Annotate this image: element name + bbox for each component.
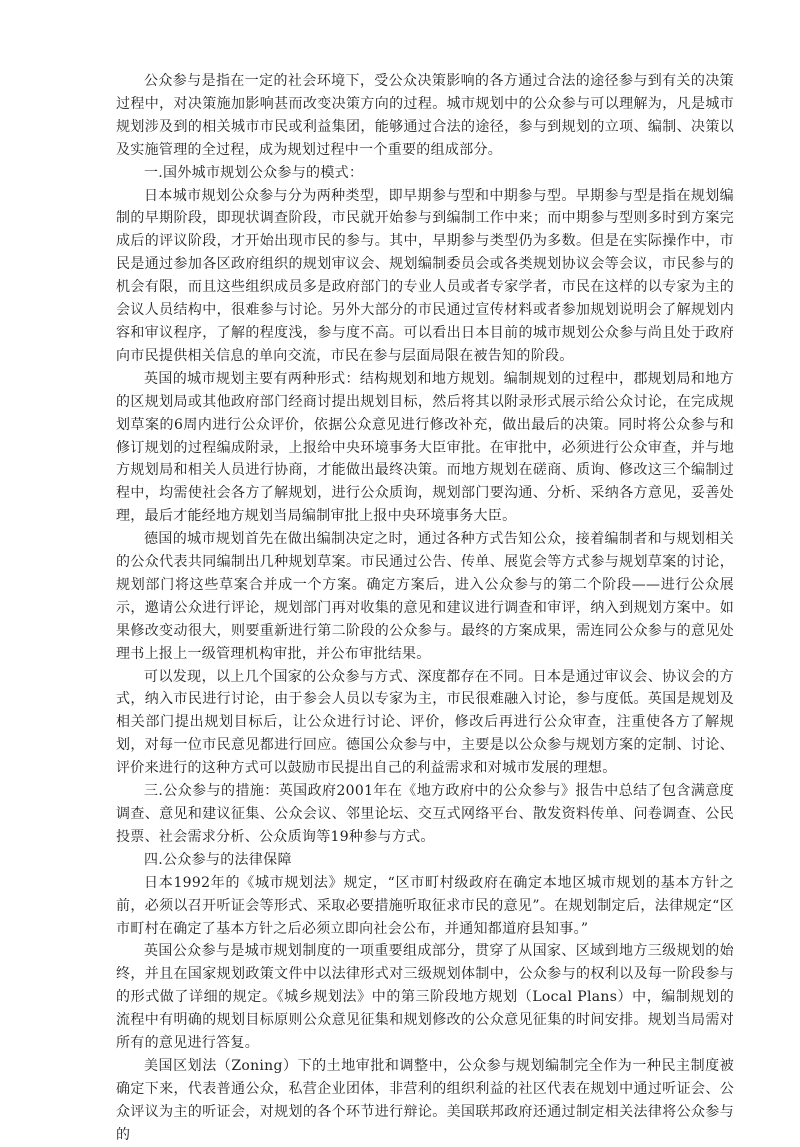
section-heading-1: 一.国外城市规划公众参与的模式：: [144, 164, 364, 181]
paragraph-japan-law: 日本1992年的《城市规划法》规定，“区市町村级政府在确定本地区城市规划的基本方针之前，必须以召开听证会等形式、采取必要措施听取征求市民的意见”。在规划制定后，法律规定“区市町村在确定了基本方针之后必须立即向社会公布，并通知都道府县知事。”: [116, 874, 734, 937]
paragraph-uk-law: 英国公众参与是城市规划制度的一项重要组成部分，贯穿了从国家、区域到地方三级规划的始终，并且在国家规划政策文件中以法律形式对三级规划体制中，公众参与的权利以及每一阶段参与的形式做了详细的规定。《城乡规划法》中的第三阶段地方规划（Local Plans）中，编制规划的流程中有明确的规划目标原则公众意见征集和规划修改的公众意见征集的时间安排。规划当局需对所有的意见进行答复。: [116, 943, 734, 1052]
document-body: [116, 70, 734, 1147]
paragraph-measures: 三.公众参与的措施：英国政府2001年在《地方政府中的公众参与》报告中总结了包含满意度调查、意见和建议征集、公众会议、邻里论坛、交互式网络平台、散发资料传单、问卷调查、公民投票、社会需求分析、公众质询等19种参与方式。: [116, 783, 734, 845]
paragraph-japan: 日本城市规划公众参与分为两种类型，即早期参与型和中期参与型。早期参与型是指在规划编制的早期阶段，即现状调查阶段，市民就开始参与到编制工作中来；而中期参与型则多时到方案完成后的评议阶段，才开始出现市民的参与。其中，早期参与类型仍为多数。但是在实际操作中，市民是通过参加各区政府组织的规划审议会、规划编制委员会或各类规划协议会等会议，市民参与的机会有限，而且这些组织成员多是政府部门的专业人员或者专家学者，市民在这样的以专家为主的会议人员结构中，很难参与讨论。另外大部分的市民通过宣传材料或者参加规划说明会了解规划内容和审议程序，了解的程度浅，参与度不高。可以看出日本目前的城市规划公众参与尚且处于政府向市民提供相关信息的单向交流，市民在参与层面局限在被告知的阶段。: [116, 187, 734, 364]
paragraph-comparison: 可以发现，以上几个国家的公众参与方式、深度都存在不同。日本是通过审议会、协议会的方式，纳入市民进行讨论，由于参会人员以专家为主，市民很难融入讨论，参与度低。英国是规划及相关部门提出规划目标后，让公众进行讨论、评价，修改后再进行公众审查，注重使各方了解规划，对每一位市民意见都进行回应。德国公众参与中，主要是以公众参与规划方案的定制、讨论、评价来进行的这种方式可以鼓励市民提出自己的利益需求和对城市发展的理想。: [116, 668, 734, 777]
paragraph-us-law: 美国区划法（Zoning）下的土地审批和调整中，公众参与规划编制完全作为一种民主制度被确定下来，代表普通公众，私营企业团体，非营利的组织利益的社区代表在规划中通过听证会、公众评议为主的听证会，对规划的各个环节进行辩论。美国联邦政府还通过制定相关法律将公众参与的: [116, 1057, 734, 1143]
paragraph-uk: 英国的城市规划主要有两种形式：结构规划和地方规划。编制规划的过程中，郡规划局和地方的区规划局或其他政府部门经商讨提出规划目标，然后将其以附录形式展示给公众讨论，在完成规划草案的6周内进行公众评价，依据公众意见进行修改补充，做出最后的决策。同时将公众参与和修订规划的过程编成附录，上报给中央环境事务大臣审批。在审批中，必须进行公众审查，并与地方规划局和相关人员进行协商，才能做出最终决策。而地方规划在磋商、质询、修改这三个编制过程中，均需使社会各方了解规划，进行公众质询，规划部门要沟通、分析、采纳各方意见，妥善处理，最后才能经地方规划当局编制审批上报中央环境事务大臣。: [116, 370, 734, 525]
paragraph-germany: 德国的城市规划首先在做出编制决定之时，通过各种方式告知公众，接着编制者和与规划相关的公众代表共同编制出几种规划草案。市民通过公告、传单、展览会等方式参与规划草案的讨论，规划部门将这些草案合并成一个方案。确定方案后，进入公众参与的第二个阶段——进行公众展示，邀请公众进行评论，规划部门再对收集的意见和建议进行调查和审评，纳入到规划方案中。如果修改变动很大，则要重新进行第二阶段的公众参与。最终的方案成果，需连同公众参与的意见处理书上报上一级管理机构审批，并公布审批结果。: [116, 531, 734, 662]
section-heading-4: 四.公众参与的法律保障: [144, 851, 292, 868]
paragraph-intro: 公众参与是指在一定的社会环境下，受公众决策影响的各方通过合法的途径参与到有关的决策过程中，对决策施加影响甚而改变决策方向的过程。城市规划中的公众参与可以理解为，凡是城市规划涉及到的相关城市市民或利益集团，能够通过合法的途径，参与到规划的立项、编制、决策以及实施管理的全过程，成为规划过程中一个重要的组成部分。: [116, 73, 734, 158]
